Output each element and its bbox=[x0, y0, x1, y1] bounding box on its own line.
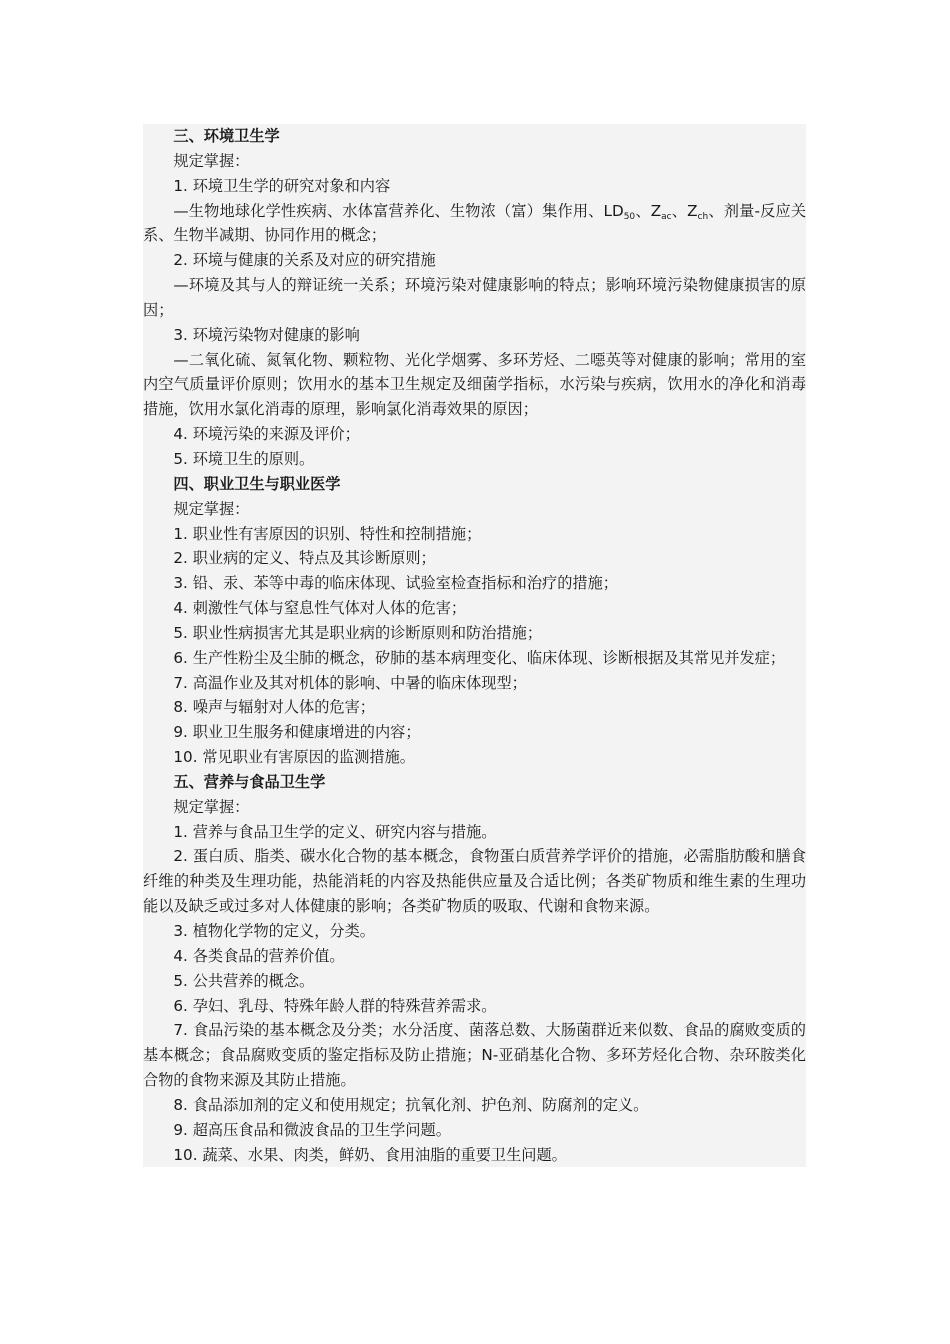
list-item: 6. 生产性粉尘及尘肺的概念，矽肺的基本病理变化、临床体现、诊断根据及其常见并发症； bbox=[173, 648, 786, 667]
section-intro: 规定掌握： bbox=[173, 499, 250, 518]
list-item: 2. 职业病的定义、特点及其诊断原则； bbox=[173, 549, 436, 568]
detail-paragraph bbox=[143, 199, 806, 249]
list-item: 2. 环境与健康的关系及对应的研究措施 bbox=[173, 251, 436, 270]
section-heading: 五、营养与食品卫生学 bbox=[173, 772, 326, 791]
list-item: 5. 公共营养的概念。 bbox=[173, 971, 315, 990]
section-heading: 四、职业卫生与职业医学 bbox=[173, 474, 341, 493]
detail-text: 、剂量-反应关系、生物半减期、协同作用的概念； bbox=[143, 201, 807, 245]
list-item: 10. 常见职业有害原因的监测措施。 bbox=[173, 748, 415, 767]
list-item: 4. 环境污染的来源及评价； bbox=[173, 425, 360, 444]
list-item: 9. 职业卫生服务和健康增进的内容； bbox=[173, 723, 421, 742]
list-item: 2. 蛋白质、脂类、碳水化合物的基本概念，食物蛋白质营养学评价的措施，必需脂肪酸和膳食纤维的种类及生理功能，热能消耗的内容及热能供应量及合适比例；各类矿物质和维生素的生理功能以及缺乏或过多对人体健康的影响；各类矿物质的吸取、代谢和食物来源。 bbox=[143, 847, 806, 916]
detail-text: 、Z bbox=[635, 201, 662, 220]
section-intro: 规定掌握： bbox=[173, 797, 250, 816]
list-item: 5. 环境卫生的原则。 bbox=[173, 449, 315, 468]
section-heading: 三、环境卫生学 bbox=[173, 127, 280, 145]
list-item: 3. 环境污染物对健康的影响 bbox=[173, 325, 360, 344]
section-intro: 规定掌握： bbox=[173, 151, 250, 170]
list-item: 1. 职业性有害原因的识别、特性和控制措施； bbox=[173, 524, 482, 543]
detail-text: 、Z bbox=[671, 201, 698, 220]
zch-subscript: ch bbox=[697, 211, 709, 222]
list-item: 1. 环境卫生学的研究对象和内容 bbox=[173, 176, 391, 195]
list-item: 3. 铅、汞、苯等中毒的临床体现、试验室检查指标和治疗的措施； bbox=[173, 574, 618, 593]
list-item: 3. 植物化学物的定义，分类。 bbox=[173, 922, 375, 940]
list-item: 4. 各类食品的营养价值。 bbox=[173, 946, 345, 965]
list-item: 1. 营养与食品卫生学的定义、研究内容与措施。 bbox=[173, 822, 497, 841]
zac-subscript: ac bbox=[661, 211, 672, 222]
document-body bbox=[143, 124, 806, 1167]
list-item: 4. 刺激性气体与窒息性气体对人体的危害； bbox=[173, 599, 467, 618]
list-item: 10. 蔬菜、水果、肉类，鲜奶、食用油脂的重要卫生问题。 bbox=[173, 1145, 567, 1164]
detail-paragraph: —二氧化硫、氮氧化物、颗粒物、光化学烟雾、多环芳烃、二噁英等对健康的影响；常用的室内空气质量评价原则；饮用水的基本卫生规定及细菌学指标，水污染与疾病，饮用水的净化和消毒措施，饮用水氯化消毒的原理，影响氯化消毒效果的原因； bbox=[143, 350, 806, 419]
list-item: 8. 噪声与辐射对人体的危害； bbox=[173, 698, 375, 717]
list-item: 6. 孕妇、乳母、特殊年龄人群的特殊营养需求。 bbox=[173, 996, 497, 1015]
ld-subscript: 50 bbox=[623, 211, 636, 222]
list-item: 8. 食品添加剂的定义和使用规定；抗氧化剂、护色剂、防腐剂的定义。 bbox=[173, 1095, 649, 1114]
list-item: 7. 高温作业及其对机体的影响、中暑的临床体现型； bbox=[173, 673, 527, 692]
detail-paragraph: —环境及其与人的辩证统一关系；环境污染对健康影响的特点；影响环境污染物健康损害的原因； bbox=[143, 276, 806, 319]
detail-text: —生物地球化学性疾病、水体富营养化、生物浓（富）集作用、LD bbox=[173, 201, 624, 220]
list-item: 7. 食品污染的基本概念及分类；水分活度、菌落总数、大肠菌群近来似数、食品的腐败变质的基本概念；食品腐败变质的鉴定指标及防止措施；N-亚硝基化合物、多环芳烃化合物、杂环胺类化合物的食物来源及其防止措施。 bbox=[143, 1021, 806, 1090]
list-item: 9. 超高压食品和微波食品的卫生学问题。 bbox=[173, 1120, 451, 1139]
list-item: 5. 职业性病损害尤其是职业病的诊断原则和防治措施； bbox=[173, 623, 543, 642]
